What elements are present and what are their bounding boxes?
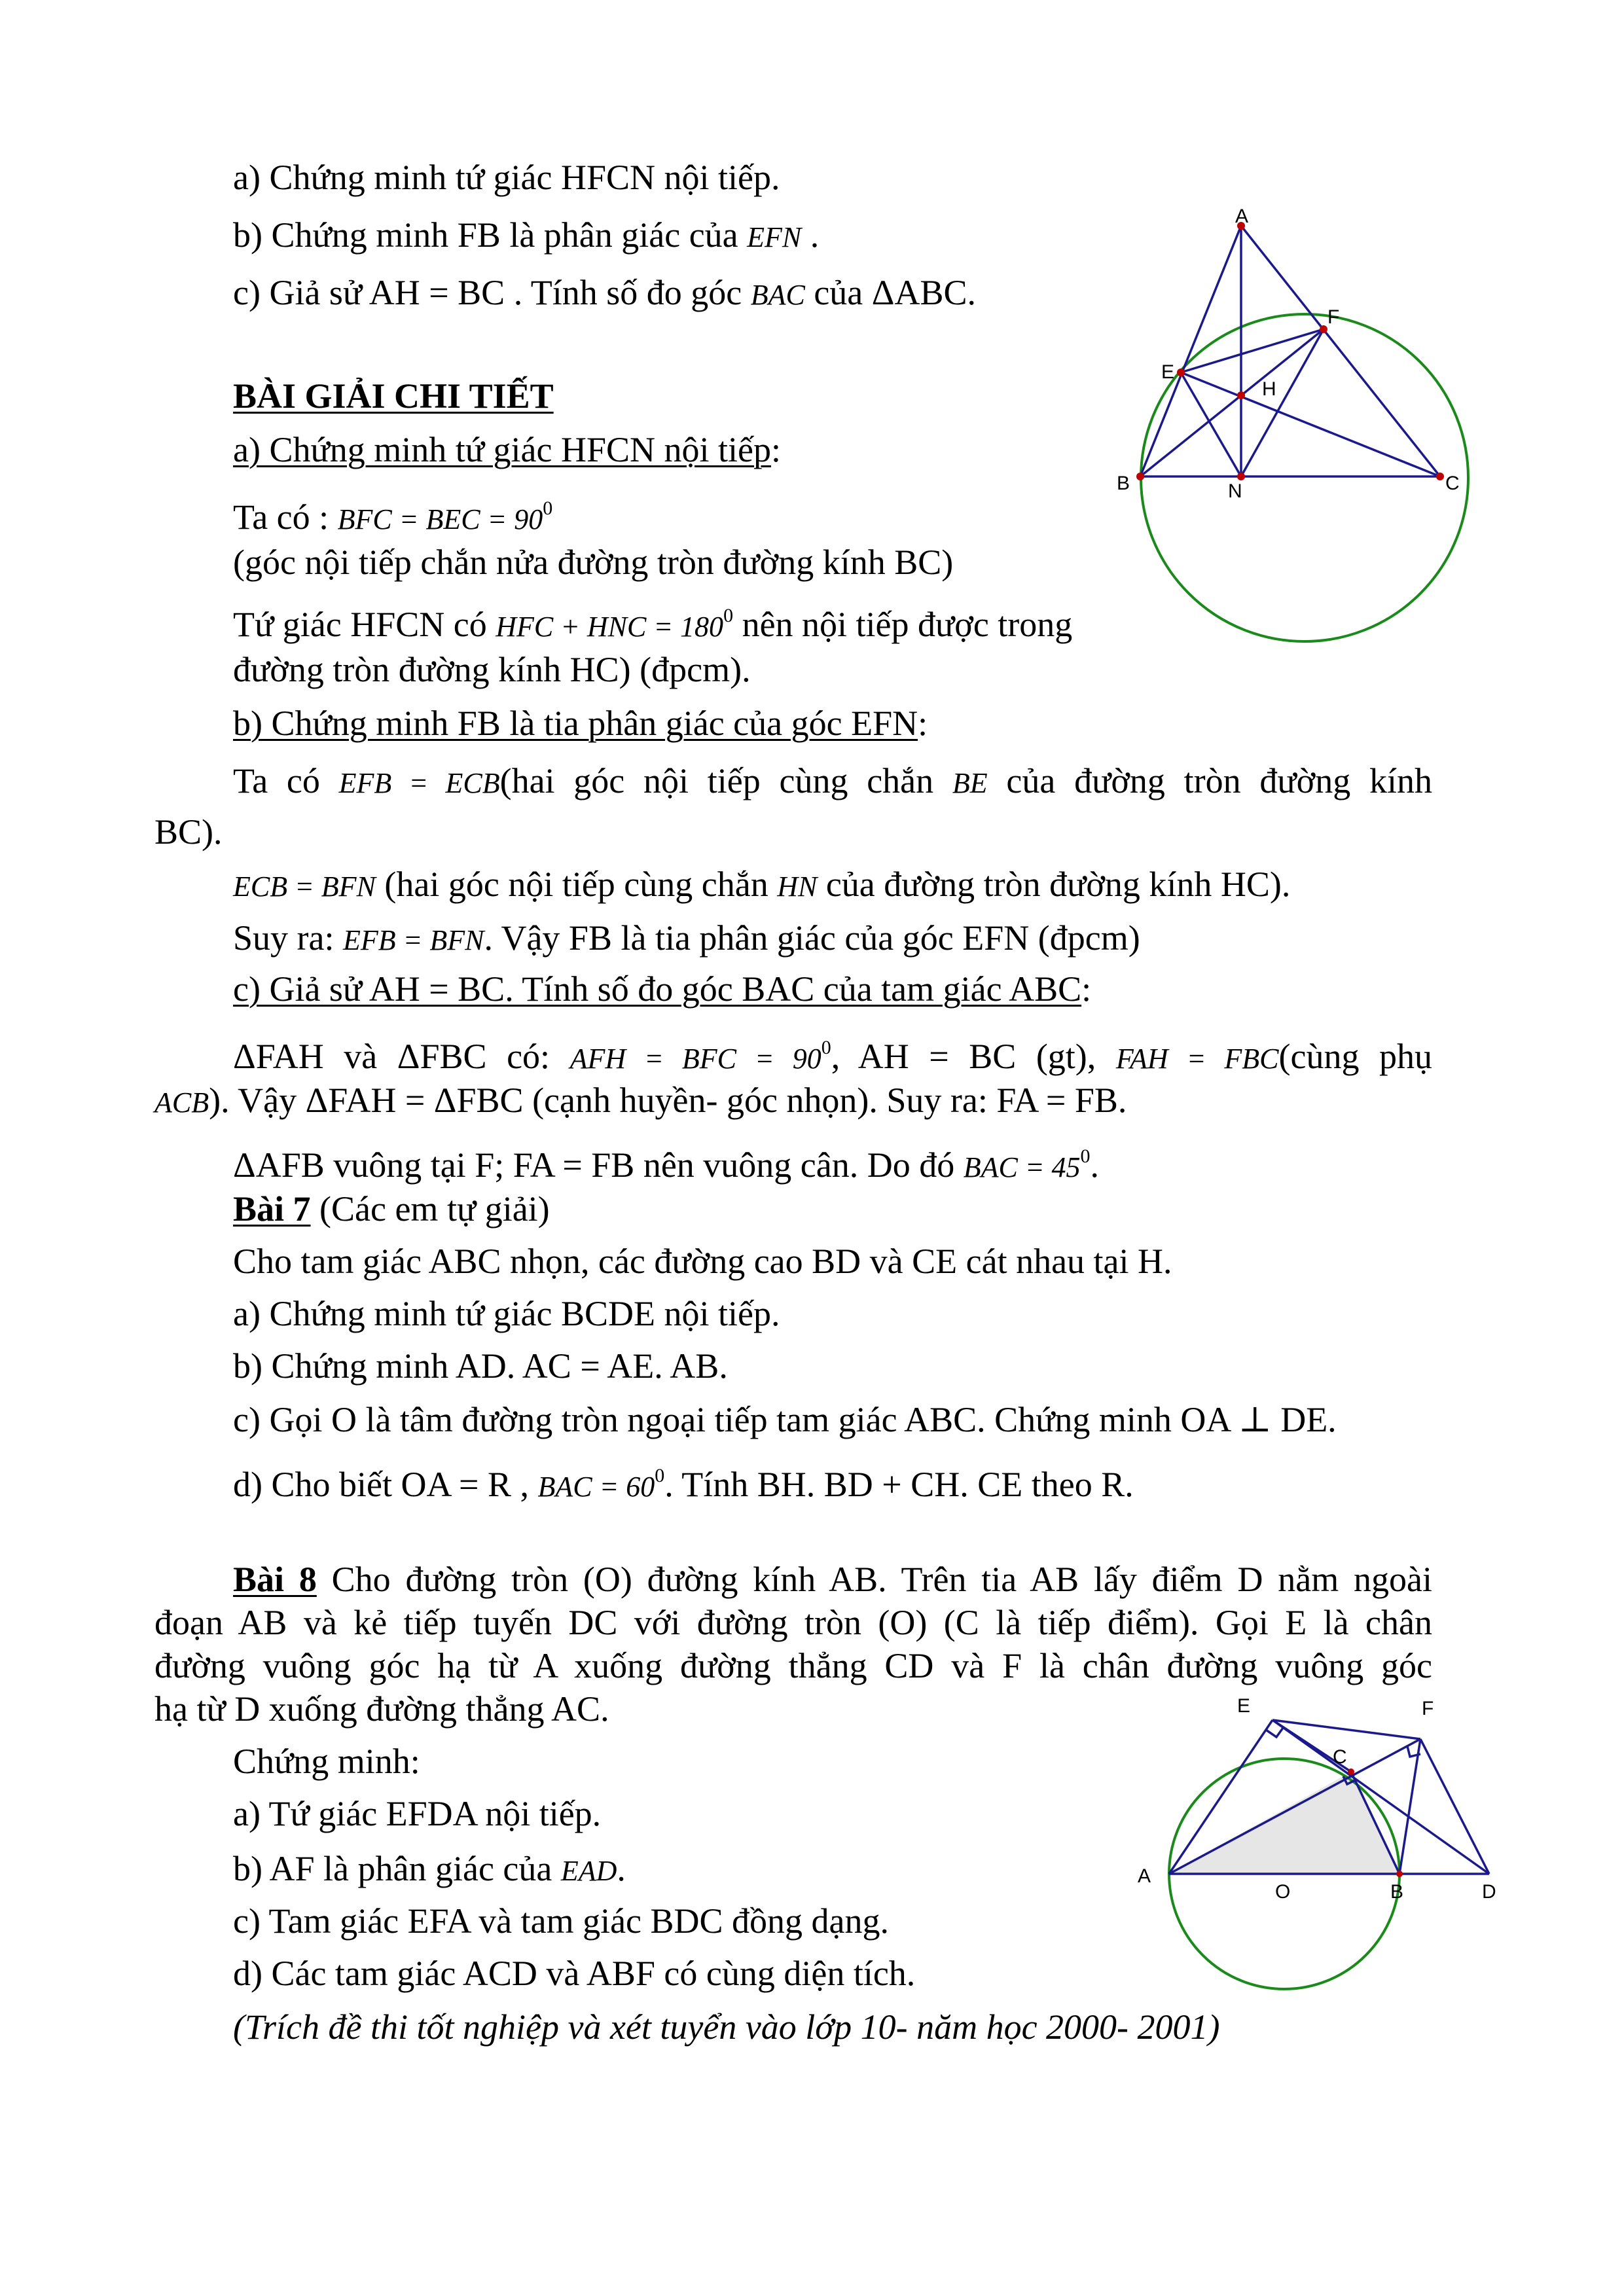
altitude-ce xyxy=(1181,372,1440,476)
solution-a-line2: (góc nội tiếp chắn nửa đường tròn đường kính BC) xyxy=(233,543,954,582)
solution-a-line4: đường tròn đường kính HC) (đpcm). xyxy=(233,650,751,689)
solution-a-title: a) Chứng minh tứ giác HFCN nội tiếp: xyxy=(233,430,781,469)
label-a: A xyxy=(1235,206,1249,227)
point-n xyxy=(1237,473,1245,480)
bai8-part-b: b) AF là phân giác của EAD. xyxy=(233,1849,626,1888)
figure-tangent-circle xyxy=(1113,1682,1506,1990)
solution-a-line1: Ta có : BFC = BEC = $90^0$ xyxy=(233,497,553,537)
solution-b-title: b) Chứng minh FB là tia phân giác của góc EFN: xyxy=(233,704,928,743)
point-c xyxy=(1436,473,1444,480)
solution-c-title: c) Giả sử AH = BC. Tính số đo góc BAC của tam giác ABC: xyxy=(233,969,1092,1009)
bai7-part-a: a) Chứng minh tứ giác BCDE nội tiếp. xyxy=(233,1294,780,1333)
solution-heading: BÀI GIẢI CHI TIẾT xyxy=(233,376,554,416)
problem-part-b: b) Chứng minh FB là phân giác của EFN . xyxy=(233,215,820,255)
bai8-line3: đường vuông góc hạ từ A xuống đường thẳng CD và F là chân đường vuông góc xyxy=(154,1646,1432,1685)
bai8-part-c: c) Tam giác EFA và tam giác BDC đồng dạng. xyxy=(233,1901,890,1941)
right-angle-e xyxy=(1266,1728,1283,1737)
label-c: C xyxy=(1333,1746,1347,1768)
bai8-prove: Chứng minh: xyxy=(233,1742,420,1781)
solution-b-line2: BC). xyxy=(154,812,223,852)
point-h xyxy=(1237,391,1245,399)
label-f: F xyxy=(1422,1698,1434,1719)
bai7-part-d: d) Cho biết OA = R , BAC = $60^0$. Tính BH. BD + CH. CE theo R. xyxy=(233,1465,1134,1504)
point-b xyxy=(1396,1871,1403,1877)
bai7-part-b: b) Chứng minh AD. AC = AE. AB. xyxy=(233,1346,728,1386)
angle-efn: EFN xyxy=(747,221,802,253)
solution-b-line3: ECB = BFN (hai góc nội tiếp cùng chắn HN của đường tròn đường kính HC). xyxy=(233,865,1291,904)
segment-df xyxy=(1420,1739,1489,1874)
solution-a-line3: Tứ giác HFCN có HFC + HNC = $180^0$ nên nội tiếp được trong xyxy=(233,605,1073,644)
side-ab xyxy=(1140,226,1241,476)
label-o: O xyxy=(1275,1881,1291,1903)
angle-bac: BAC xyxy=(750,279,805,311)
label-f: F xyxy=(1327,306,1340,328)
problem-part-a: a) Chứng minh tứ giác HFCN nội tiếp. xyxy=(233,158,780,197)
bai8-source: (Trích đề thi tốt nghiệp và xét tuyển vào lớp 10- năm học 2000- 2001) xyxy=(233,2007,1220,2047)
solution-b-line4: Suy ra: EFB = BFN. Vậy FB là tia phân giác của góc EFN (đpcm) xyxy=(233,918,1140,958)
bai8-line4: hạ từ D xuống đường thẳng AC. xyxy=(154,1689,609,1729)
point-e xyxy=(1177,368,1185,376)
solution-c-line2: ACB). Vậy ΔFAH = ΔFBC (cạnh huyền- góc nhọn). Suy ra: FA = FB. xyxy=(154,1081,1127,1120)
label-b: B xyxy=(1117,473,1130,494)
bai7-title: Bài 7 (Các em tự giải) xyxy=(233,1189,550,1229)
problem-part-c: c) Giả sử AH = BC . Tính số đo góc BAC của ΔABC. xyxy=(233,273,977,312)
label-e: E xyxy=(1161,361,1175,383)
segment-bf xyxy=(1399,1739,1420,1874)
label-c: C xyxy=(1445,473,1460,494)
point-b xyxy=(1136,473,1144,480)
solution-c-line1: ΔFAH và ΔFBC có: AFH = BFC = $90^0$, AH = BC (gt), FAH = FBC(cùng phụ xyxy=(233,1037,1433,1076)
label-n: N xyxy=(1228,480,1242,502)
segment-en xyxy=(1181,372,1241,476)
altitude-bf xyxy=(1140,329,1324,476)
bai8-part-a: a) Tứ giác EFDA nội tiếp. xyxy=(233,1794,602,1833)
label-h: H xyxy=(1262,378,1276,400)
label-e: E xyxy=(1237,1695,1251,1717)
point-c xyxy=(1348,1768,1354,1775)
label-b: B xyxy=(1390,1881,1404,1903)
bai8-part-d: d) Các tam giác ACD và ABF có cùng diện tích. xyxy=(233,1954,916,1993)
bai8-line1: Bài 8 Cho đường tròn (O) đường kính AB. Trên tia AB lấy điểm D nằm ngoài xyxy=(233,1560,1432,1599)
solution-b-line1: Ta có EFB = ECB(hai góc nội tiếp cùng chắn BE của đường tròn đường kính xyxy=(233,761,1432,800)
figure-triangle-altitudes xyxy=(1113,196,1479,641)
bai7-part-c: c) Gọi O là tâm đường tròn ngoại tiếp tam giác ABC. Chứng minh OA ⊥ DE. xyxy=(233,1400,1337,1439)
bai7-intro: Cho tam giác ABC nhọn, các đường cao BD và CE cát nhau tại H. xyxy=(233,1242,1172,1281)
label-d: D xyxy=(1482,1881,1496,1903)
bai8-line2: đoạn AB và kẻ tiếp tuyến DC với đường tròn (O) (C là tiếp điểm). Gọi E là chân xyxy=(154,1603,1432,1642)
point-f xyxy=(1320,325,1327,333)
solution-c-line3: ΔAFB vuông tại F; FA = FB nên vuông cân. Do đó BAC = $45^0$. xyxy=(233,1145,1100,1185)
label-a: A xyxy=(1138,1865,1151,1887)
